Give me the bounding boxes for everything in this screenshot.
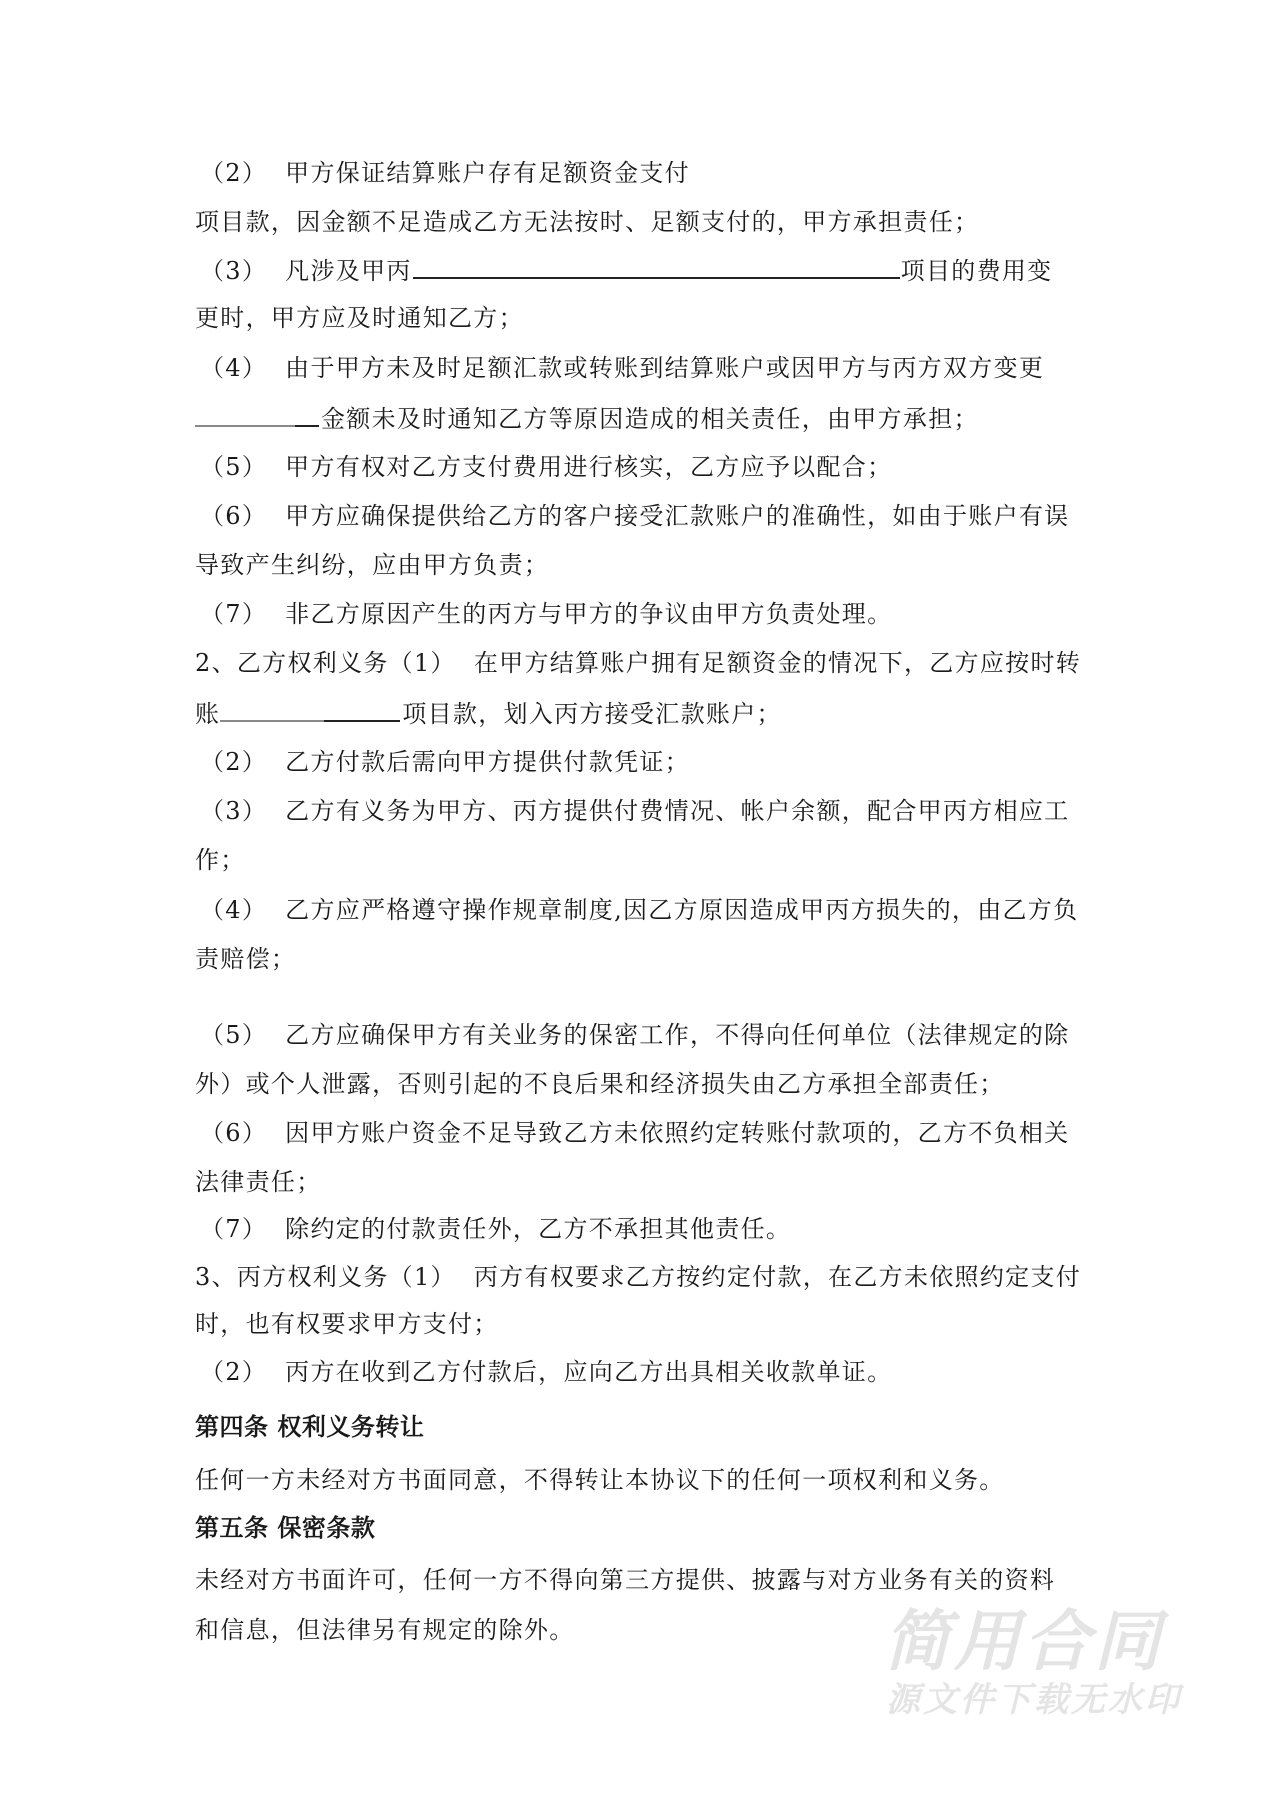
clause-number: （4）	[200, 354, 268, 382]
clause-text: 法律责任；	[195, 1168, 322, 1196]
clause-line	[195, 942, 296, 976]
clause-line	[195, 1165, 322, 1199]
section-label: 2、乙方权利义务（1）	[195, 649, 456, 677]
clause-line	[195, 205, 979, 239]
fill-in-blank[interactable]	[324, 696, 400, 722]
clause-number: （3）	[200, 257, 268, 285]
clause-line	[200, 499, 1069, 533]
article-heading-4	[195, 1410, 424, 1444]
clause-text: 乙方付款后需向甲方提供付款凭证；	[285, 748, 690, 776]
clause-text: 因甲方账户资金不足导致乙方未依照约定转账付款项的，乙方不负相关	[285, 1119, 1070, 1147]
clause-text: 任何一方未经对方书面同意，不得转让本协议下的任何一项权利和义务。	[195, 1466, 1005, 1494]
clause-number: （2）	[200, 748, 268, 776]
section-line	[195, 1260, 1081, 1294]
watermark-logo: 简用合同	[884, 1603, 1164, 1680]
clause-text: 未经对方书面许可，任何一方不得向第三方提供、披露与对方业务有关的资料	[195, 1566, 1056, 1594]
clause-line	[195, 1067, 1005, 1101]
clause-text: 由于甲方未及时足额汇款或转账到结算账户或因甲方与丙方双方变更	[285, 354, 1045, 382]
clause-line	[200, 1018, 1069, 1052]
clause-text: 和信息，但法律另有规定的除外。	[195, 1616, 575, 1644]
clause-line	[200, 597, 892, 631]
clause-text: 甲方有权对乙方支付费用进行核实，乙方应予以配合；	[285, 453, 893, 481]
clause-number: （2）	[200, 1358, 268, 1386]
clause-line	[195, 548, 549, 582]
clause-line	[200, 351, 1044, 385]
clause-line	[195, 696, 782, 730]
heading-text: 第五条 保密条款	[195, 1514, 376, 1542]
clause-text: 乙方有义务为甲方、丙方提供付费情况、帐户余额，配合甲丙方相应工	[285, 797, 1070, 825]
clause-number: （2）	[200, 159, 268, 187]
clause-line	[200, 156, 690, 190]
clause-text: 更时，甲方应及时通知乙方；	[195, 304, 524, 332]
fill-in-blank[interactable]	[220, 696, 324, 722]
fill-in-blank[interactable]	[195, 401, 295, 427]
clause-text: 甲方应确保提供给乙方的客户接受汇款账户的准确性，如由于账户有误	[285, 502, 1070, 530]
clause-text: 乙方应严格遵守操作规章制度,因乙方原因造成甲丙方损失的，由乙方负	[285, 896, 1079, 924]
clause-line	[195, 1613, 575, 1647]
article-heading-5	[195, 1511, 375, 1545]
clause-line	[195, 1307, 499, 1341]
clause-line	[200, 745, 690, 779]
clause-text: 账	[195, 700, 221, 728]
clause-line	[200, 253, 1052, 287]
section-label: 3、丙方权利义务（1）	[195, 1263, 456, 1291]
clause-text: 责赔偿；	[195, 945, 297, 973]
clause-text: 非乙方原因产生的丙方与甲方的争议由甲方负责处理。	[285, 600, 893, 628]
clause-text: 除约定的付款责任外，乙方不承担其他责任。	[285, 1215, 792, 1243]
watermark-caption: 源文件下载无水印	[886, 1680, 1182, 1720]
section-line	[195, 646, 1081, 680]
clause-text: 作；	[195, 846, 246, 874]
fill-in-blank[interactable]	[413, 253, 900, 279]
clause-text: 导致产生纠纷，应由甲方负责；	[195, 551, 550, 579]
clause-text: 项目的费用变	[900, 257, 1053, 285]
heading-text: 第四条 权利义务转让	[195, 1413, 425, 1441]
clause-text: 丙方有权要求乙方按约定付款，在乙方未依照约定支付	[473, 1263, 1082, 1291]
clause-text: 金额未及时通知乙方等原因造成的相关责任，由甲方承担；	[321, 405, 979, 433]
clause-line	[200, 450, 892, 484]
clause-line	[200, 893, 1078, 927]
clause-line	[200, 794, 1069, 828]
clause-number: （3）	[200, 797, 268, 825]
clause-number: （6）	[200, 502, 268, 530]
clause-number: （5）	[200, 453, 268, 481]
clause-text: 乙方应确保甲方有关业务的保密工作，不得向任何单位（法律规定的除	[285, 1021, 1070, 1049]
clause-number: （4）	[200, 896, 268, 924]
clause-text: 时，也有权要求甲方支付；	[195, 1310, 499, 1338]
clause-line	[200, 1212, 791, 1246]
clause-text: 丙方在收到乙方付款后，应向乙方出具相关收款单证。	[285, 1358, 893, 1386]
clause-number: （5）	[200, 1021, 268, 1049]
clause-line	[195, 301, 524, 335]
clause-line	[195, 1463, 1005, 1497]
clause-number: （7）	[200, 600, 268, 628]
clause-text: 在甲方结算账户拥有足额资金的情况下，乙方应按时转	[473, 649, 1082, 677]
clause-line	[195, 843, 246, 877]
clause-number: （7）	[200, 1215, 268, 1243]
clause-text: 外）或个人泄露，否则引起的不良后果和经济损失由乙方承担全部责任；	[195, 1070, 1005, 1098]
clause-line	[195, 401, 979, 435]
clause-text: 项目款，划入丙方接受汇款账户；	[402, 700, 782, 728]
fill-in-blank[interactable]	[295, 401, 319, 427]
clause-line	[200, 1116, 1069, 1150]
clause-text: 凡涉及甲丙	[285, 257, 412, 285]
clause-number: （6）	[200, 1119, 268, 1147]
clause-line	[200, 1355, 892, 1389]
clause-text: 甲方保证结算账户存有足额资金支付	[285, 159, 690, 187]
clause-text: 项目款，因金额不足造成乙方无法按时、足额支付的，甲方承担责任；	[195, 208, 980, 236]
